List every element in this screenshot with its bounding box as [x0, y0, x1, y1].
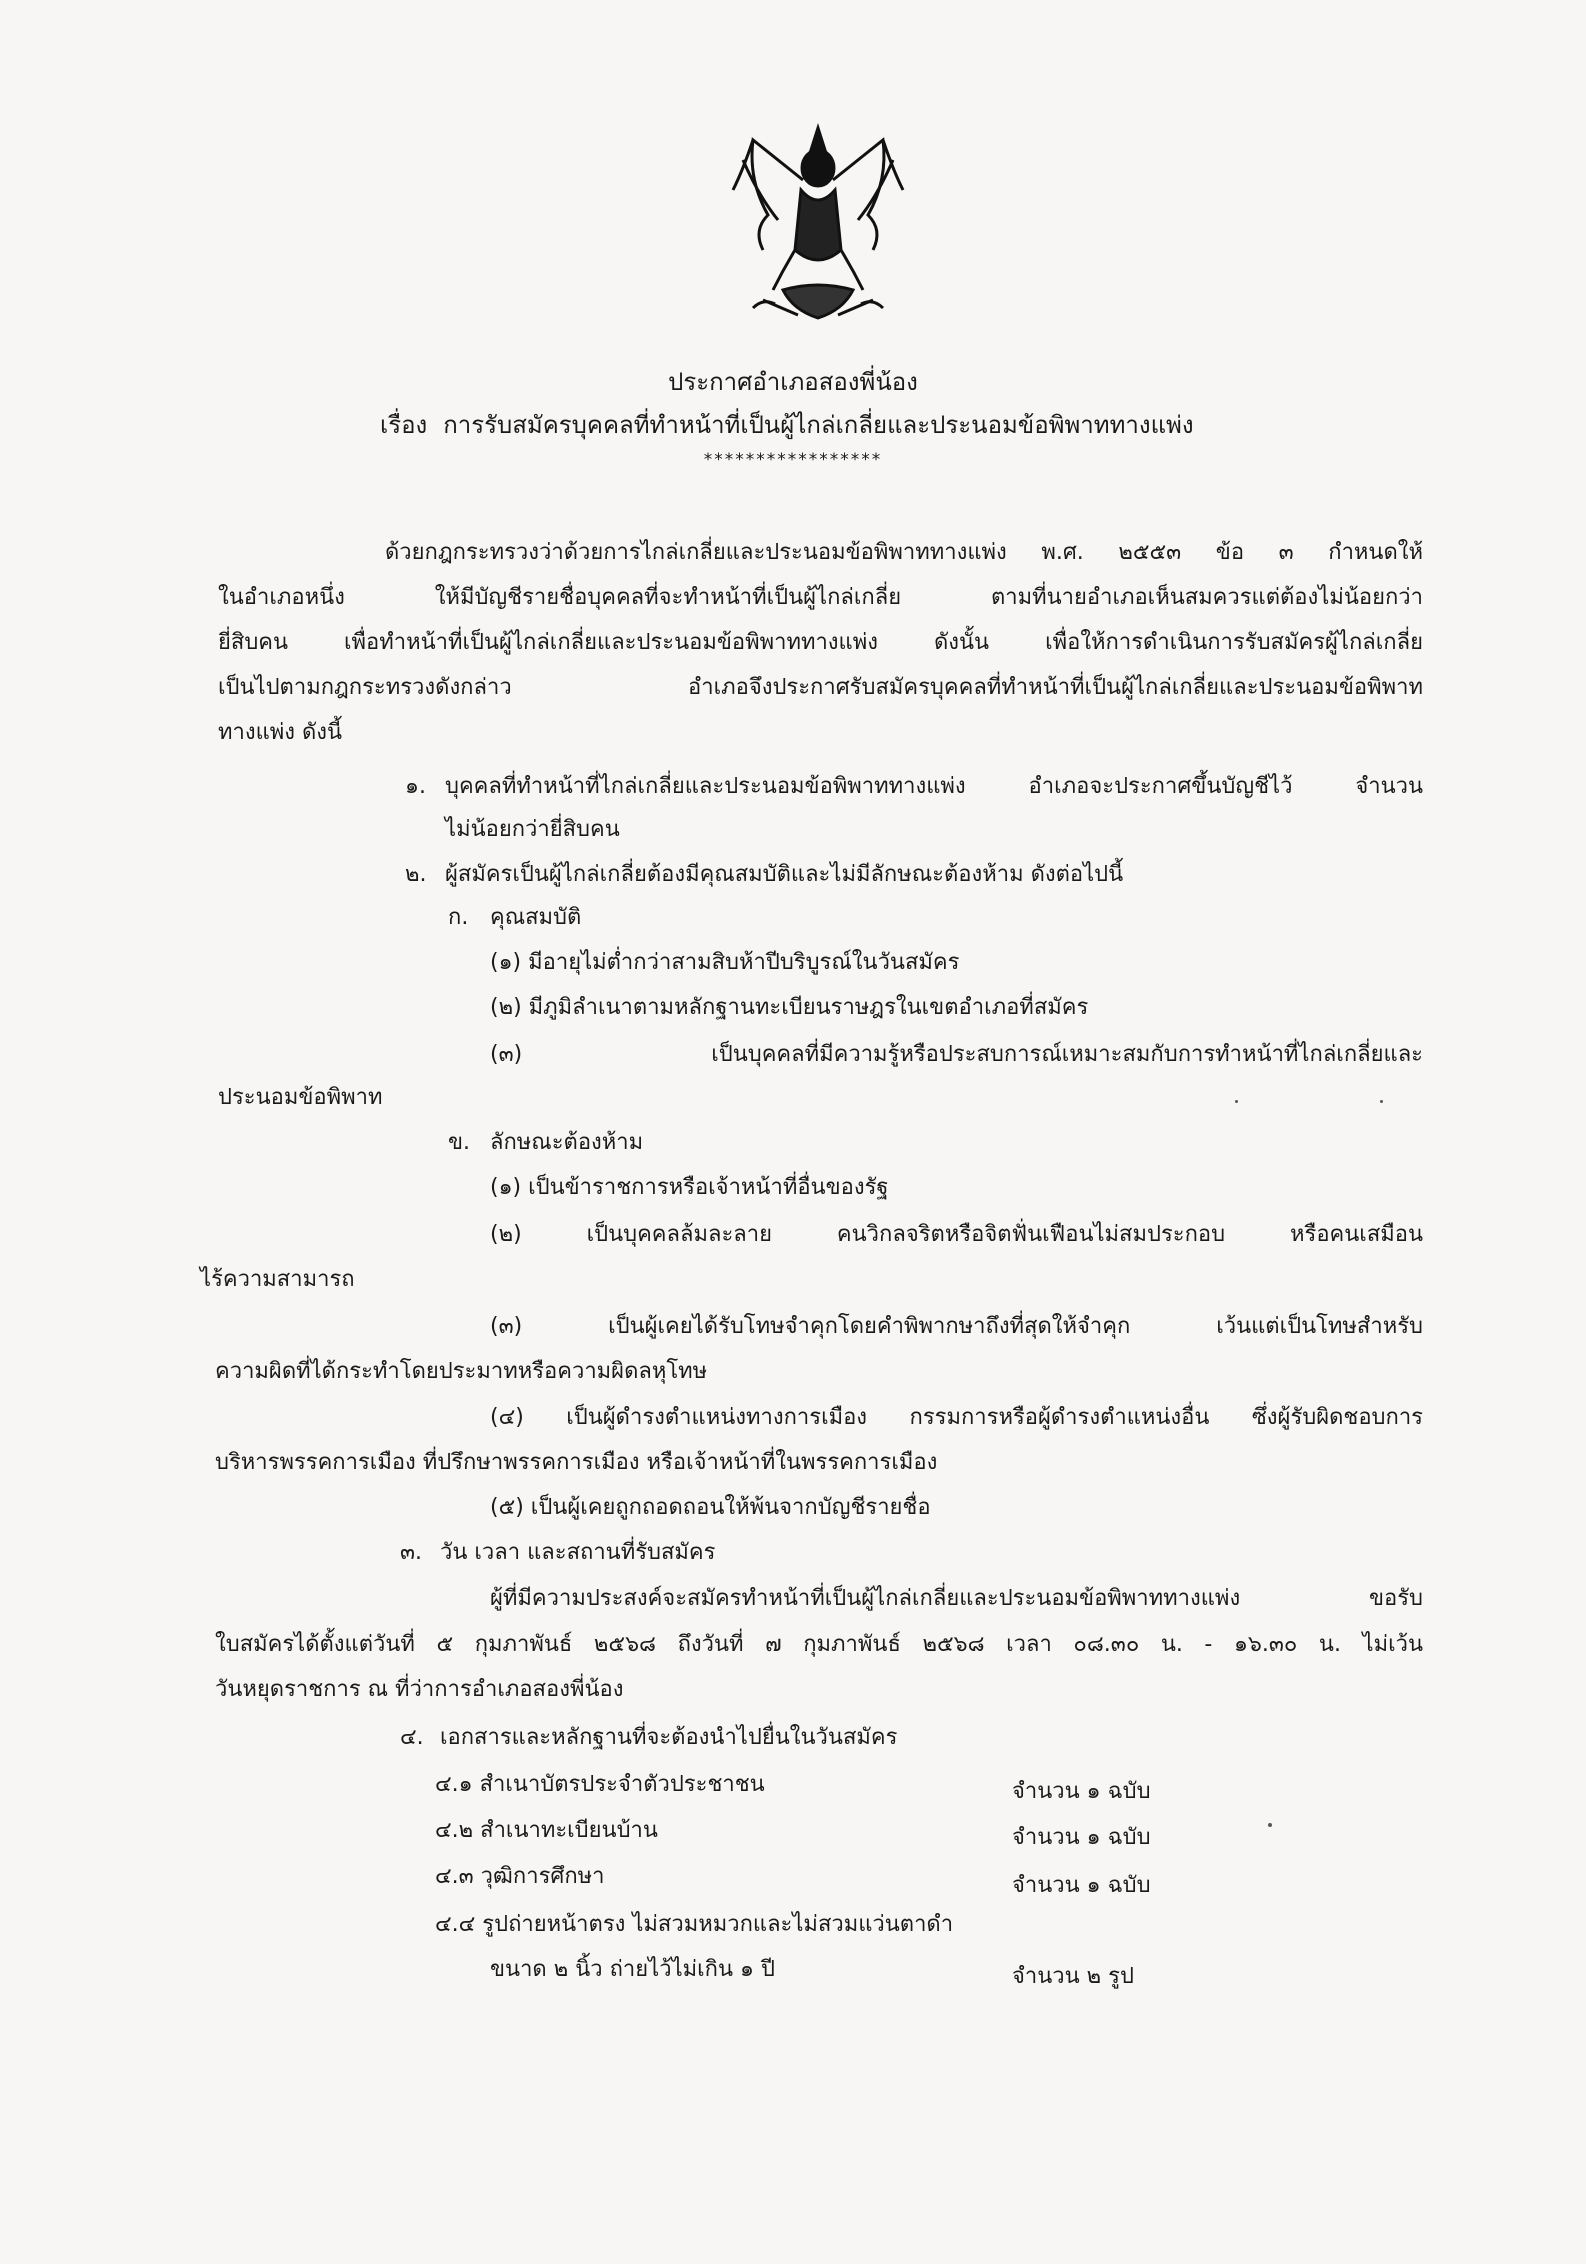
qualification-item: (๓) เป็นบุคคลที่มีความรู้หรือประสบการณ์เหมาะสมกับการทำหน้าที่ไกล่เกลี่ยและ — [490, 1042, 1423, 1067]
section3-text: ใบสมัครได้ตั้งแต่วันที่ ๕ กุมภาพันธ์ ๒๕๖๘ ถึงวันที่ ๗ กุมภาพันธ์ ๒๕๖๘ เวลา ๐๘.๓๐ น. - ๑๖.๓๐ น. ไม่เว้น — [215, 1632, 1423, 1657]
document-item-qty: จำนวน ๒ รูป — [1012, 1964, 1134, 1989]
section4-heading: เอกสารและหลักฐานที่จะต้องนำไปยื่นในวันสมัคร — [440, 1725, 898, 1750]
subject-text: การรับสมัครบุคคลที่ทำหน้าที่เป็นผู้ไกล่เกลี่ยและประนอมข้อพิพาททางแพ่ง — [443, 411, 1194, 439]
section2b-number: ข. — [448, 1130, 471, 1155]
document-item-qty: จำนวน ๑ ฉบับ — [1012, 1873, 1151, 1898]
qualification-item: (๒) มีภูมิลำเนาตามหลักฐานทะเบียนราษฎรในเขตอำเภอที่สมัคร — [490, 995, 1089, 1020]
section1-text: ไม่น้อยกว่ายี่สิบคน — [445, 817, 620, 842]
prohibition-item: (๑) เป็นข้าราชการหรือเจ้าหน้าที่อื่นของรัฐ — [490, 1175, 889, 1200]
document-item-qty: จำนวน ๑ ฉบับ — [1012, 1825, 1151, 1850]
announcement-subject — [380, 405, 1194, 444]
section2-number: ๒. — [405, 862, 427, 887]
intro-line: ทางแพ่ง ดังนี้ — [218, 720, 343, 745]
document-item-label: ๔.๒ สำเนาทะเบียนบ้าน — [435, 1818, 658, 1843]
title-separator: ***************** — [703, 450, 883, 470]
qualification-item: ประนอมข้อพิพาท — [218, 1085, 383, 1110]
intro-line: ในอำเภอหนึ่ง ให้มีบัญชีรายชื่อบุคคลที่จะทำหน้าที่เป็นผู้ไกล่เกลี่ย ตามที่นายอำเภอเห็นสมควรแต่ต้องไม่น้อยกว่า — [218, 585, 1423, 610]
section2a-number: ก. — [448, 905, 469, 930]
prohibition-item: ไร้ความสามารถ — [200, 1267, 355, 1292]
section3-text: วันหยุดราชการ ณ ที่ว่าการอำเภอสองพี่น้อง — [215, 1677, 624, 1702]
section3-number: ๓. — [400, 1540, 423, 1565]
garuda-emblem — [723, 120, 913, 330]
prohibition-item: (๓) เป็นผู้เคยได้รับโทษจำคุกโดยคำพิพากษาถึงที่สุดให้จำคุก เว้นแต่เป็นโทษสำหรับ — [490, 1314, 1423, 1339]
document-item-label: ขนาด ๒ นิ้ว ถ่ายไว้ไม่เกิน ๑ ปี — [490, 1957, 775, 1982]
section3-heading: วัน เวลา และสถานที่รับสมัคร — [440, 1540, 716, 1565]
scan-speck — [1268, 1823, 1272, 1827]
document-item-label: ๔.๓ วุฒิการศึกษา — [435, 1864, 605, 1889]
prohibition-item: (๕) เป็นผู้เคยถูกถอดถอนให้พ้นจากบัญชีรายชื่อ — [490, 1495, 931, 1520]
intro-line: ยี่สิบคน เพื่อทำหน้าที่เป็นผู้ไกล่เกลี่ยและประนอมข้อพิพาททางแพ่ง ดังนั้น เพื่อให้การดำเนินการรับสมัครผู้ไกล่เกลี่ย — [218, 630, 1423, 655]
section4-number: ๔. — [400, 1725, 424, 1750]
prohibition-item: (๒) เป็นบุคคลล้มละลาย คนวิกลจริตหรือจิตฟั่นเฟือนไม่สมประกอบ หรือคนเสมือน — [490, 1222, 1423, 1247]
prohibition-item: บริหารพรรคการเมือง ที่ปรึกษาพรรคการเมือง หรือเจ้าหน้าที่ในพรรคการเมือง — [215, 1450, 938, 1475]
announcement-title: ประกาศอำเภอสองพี่น้อง — [668, 368, 918, 396]
prohibition-item: ความผิดที่ได้กระทำโดยประมาทหรือความผิดลหุโทษ — [215, 1359, 708, 1384]
subject-label: เรื่อง — [380, 411, 428, 439]
section1-text: บุคคลที่ทำหน้าที่ไกล่เกลี่ยและประนอมข้อพิพาททางแพ่ง อำเภอจะประกาศขึ้นบัญชีไว้ จำนวน — [445, 774, 1423, 799]
section3-text: ผู้ที่มีความประสงค์จะสมัครทำหน้าที่เป็นผู้ไกล่เกลี่ยและประนอมข้อพิพาททางแพ่ง ขอรับ — [490, 1586, 1423, 1611]
section2-text: ผู้สมัครเป็นผู้ไกล่เกลี่ยต้องมีคุณสมบัติและไม่มีลักษณะต้องห้าม ดังต่อไปนี้ — [445, 862, 1124, 887]
prohibition-item: (๔) เป็นผู้ดำรงตำแหน่งทางการเมือง กรรมการหรือผู้ดำรงตำแหน่งอื่น ซึ่งผู้รับผิดชอบการ — [490, 1405, 1423, 1430]
scan-speck — [1235, 1100, 1238, 1103]
scan-speck — [1380, 1100, 1383, 1103]
section2a-label: คุณสมบัติ — [490, 905, 582, 930]
intro-line: เป็นไปตามกฎกระทรวงดังกล่าว อำเภอจึงประกาศรับสมัครบุคคลที่ทำหน้าที่เป็นผู้ไกล่เกลี่ยและประนอมข้อพิพาท — [218, 675, 1423, 700]
document-item-qty: จำนวน ๑ ฉบับ — [1012, 1779, 1151, 1804]
intro-line: ด้วยกฎกระทรวงว่าด้วยการไกล่เกลี่ยและประนอมข้อพิพาททางแพ่ง พ.ศ. ๒๕๕๓ ข้อ ๓ กำหนดให้ — [385, 540, 1423, 565]
qualification-item: (๑) มีอายุไม่ต่ำกว่าสามสิบห้าปีบริบูรณ์ในวันสมัคร — [490, 950, 960, 975]
document-item-label: ๔.๔ รูปถ่ายหน้าตรง ไม่สวมหมวกและไม่สวมแว่นตาดำ — [435, 1912, 954, 1937]
section1-number: ๑. — [405, 774, 426, 799]
section2b-label: ลักษณะต้องห้าม — [490, 1130, 644, 1155]
document-item-label: ๔.๑ สำเนาบัตรประจำตัวประชาชน — [435, 1772, 765, 1797]
